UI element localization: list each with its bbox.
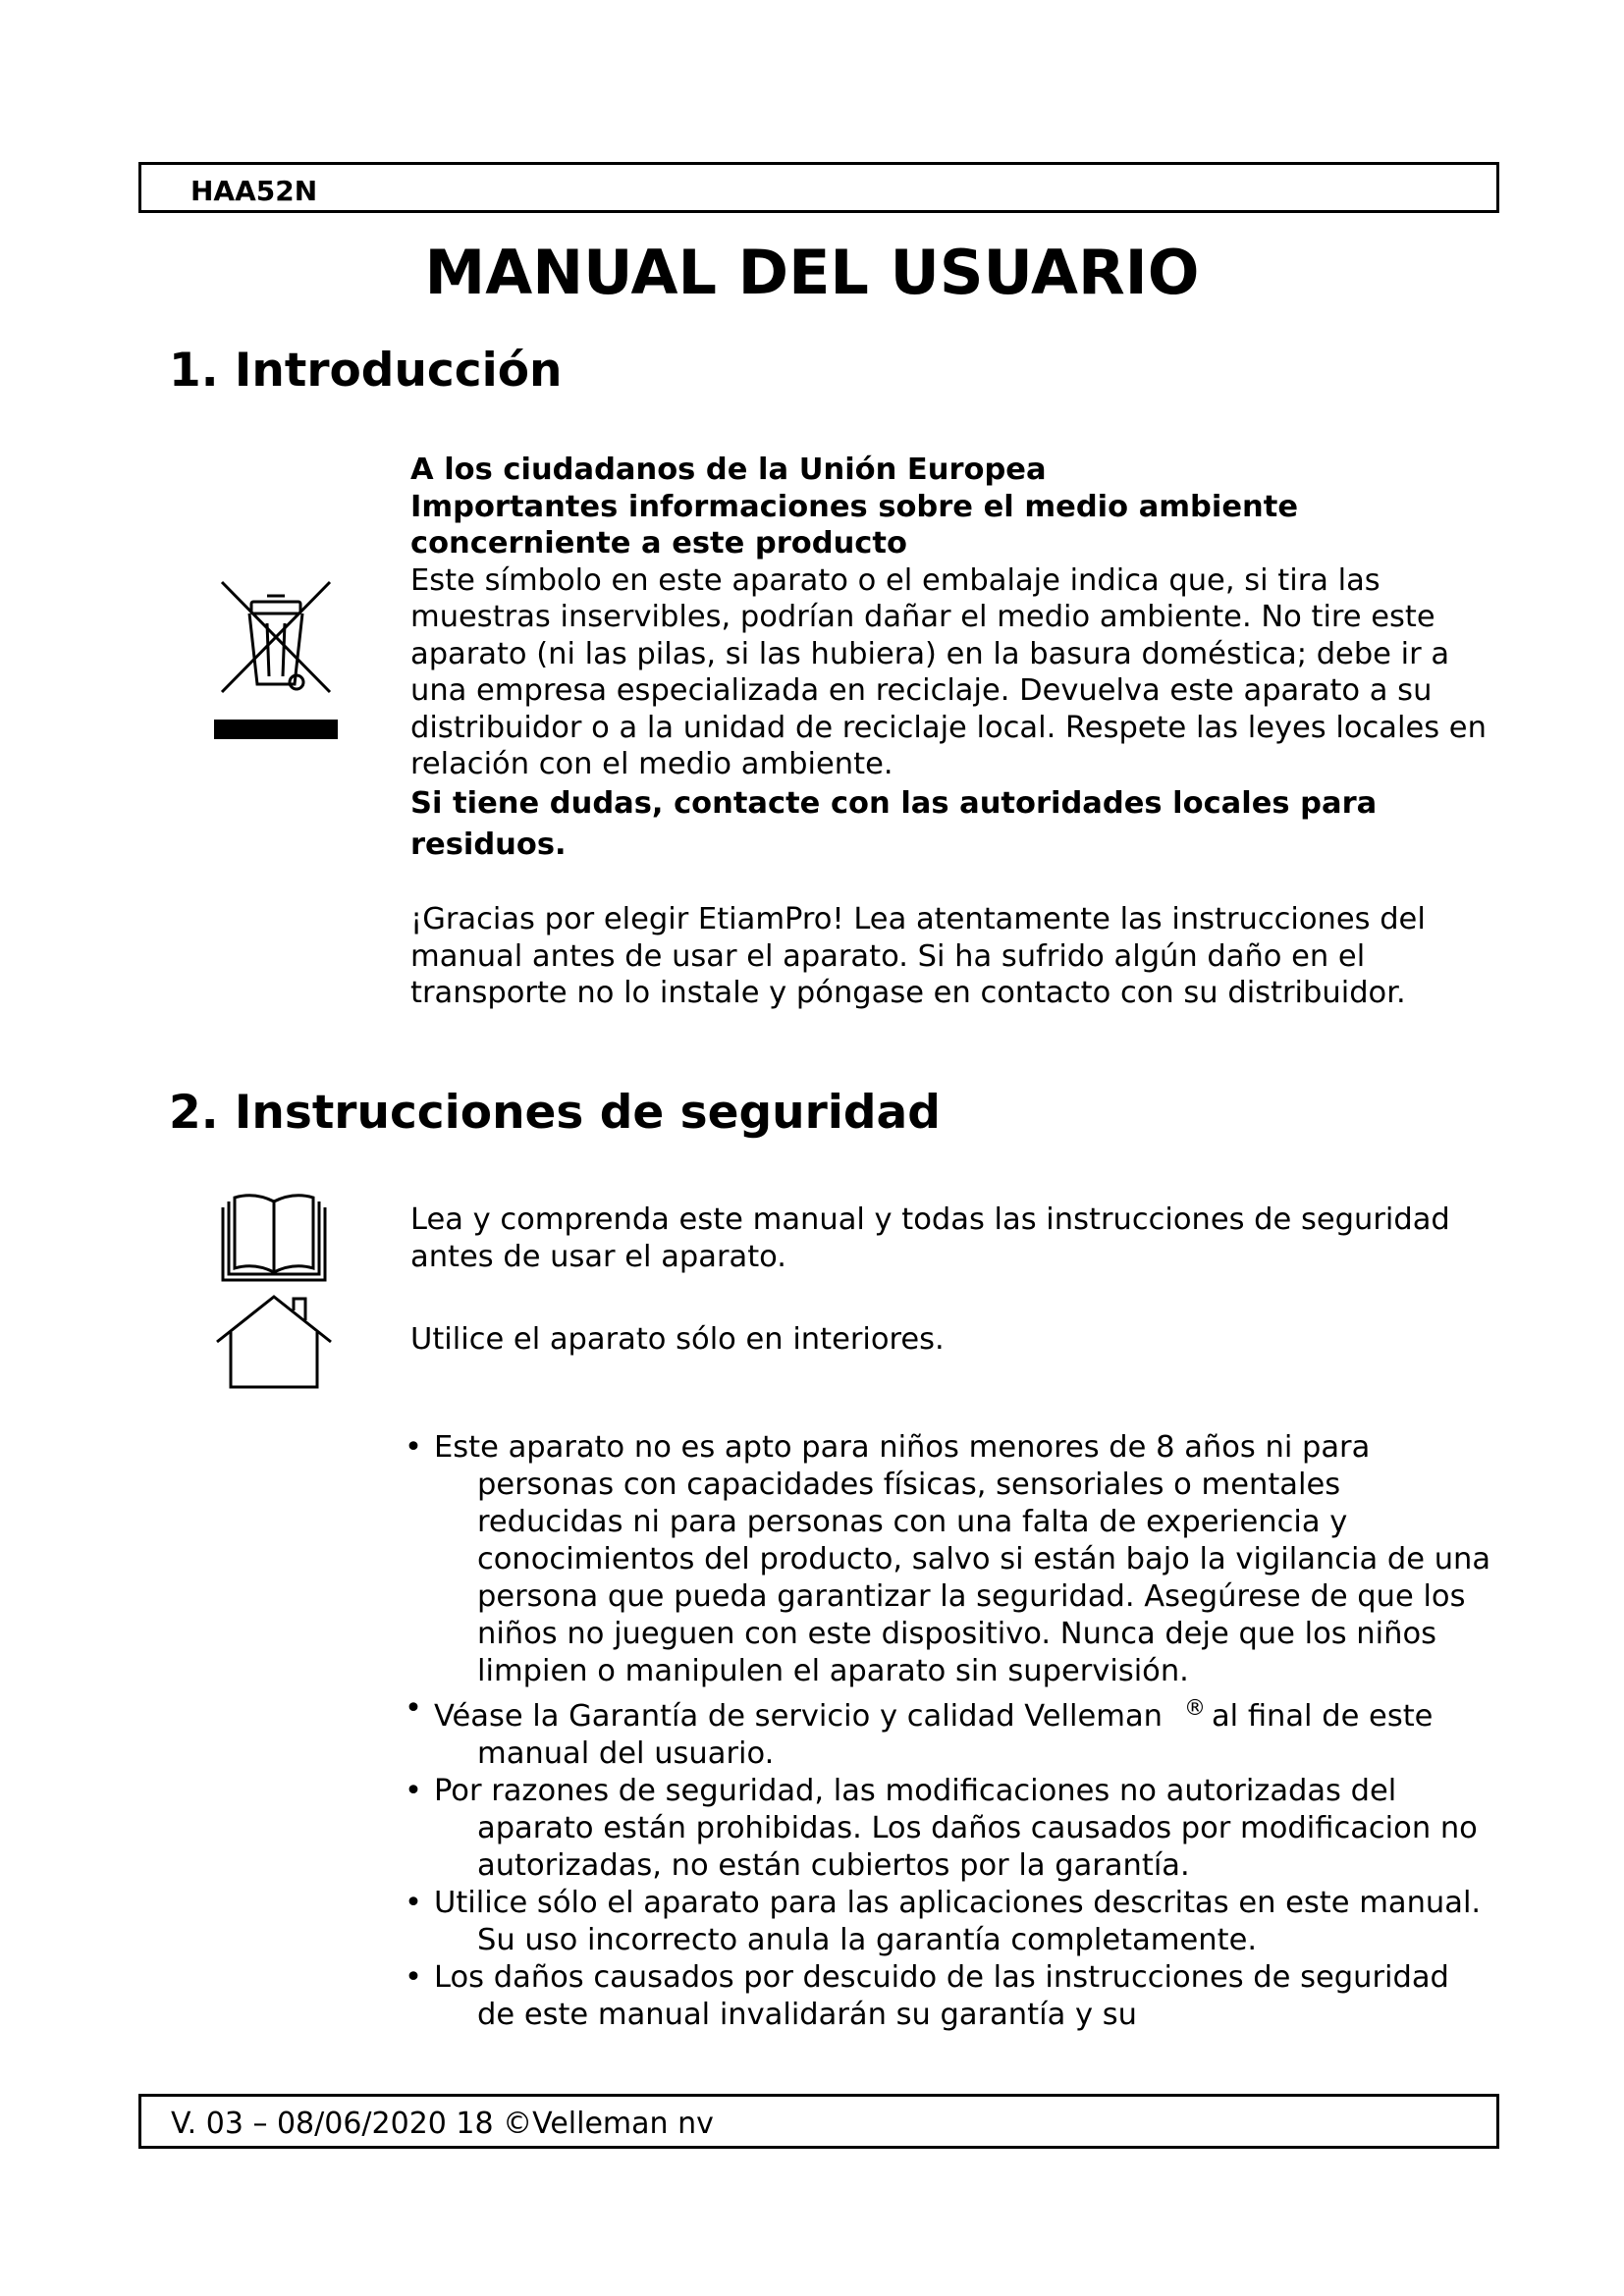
weee-title-line-3: concerniente a este producto — [410, 526, 907, 561]
list-item: • Los daños causados por descuido de las instrucciones de seguridad de este manual invalidarán su garantía y su — [405, 1959, 1494, 2034]
list-item — [405, 1690, 1494, 1773]
header-box — [138, 162, 1499, 213]
warranty-text-a: Véase la Garantía de servicio y calidad Velleman — [434, 1699, 1163, 1735]
read-manual-book-icon — [215, 1194, 333, 1284]
footer-box — [138, 2094, 1499, 2149]
warranty-text-b: al final de este manual del usuario. — [477, 1699, 1434, 1772]
weee-bold-note: Si tiene dudas, contacte con las autoridades locales para residuos. — [410, 785, 1378, 862]
list-item: • Este aparato no es apto para niños menores de 8 años ni para personas con capacidades físicas, sensoriales o mentales reducidas ni para personas con una falta de experiencia y conocimientos del producto, salvo si están bajo la vigilancia de una persona que pueda garantizar la seguridad. Asegúrese de que los niños no jueguen con este dispositivo. Nunca deje que los niños limpien o manipulen el aparato sin supervisión. — [405, 1429, 1494, 1690]
model-label: HAA52N — [190, 175, 318, 207]
registered-mark: ® — [1183, 1696, 1206, 1721]
weee-title-line-1: A los ciudadanos de la Unión Europea — [410, 453, 1047, 487]
read-manual-text: Lea y comprenda este manual y todas las instrucciones de seguridad antes de usar el aparato. — [410, 1202, 1450, 1274]
weee-notice — [410, 452, 1500, 866]
indoor-use-text: Utilice el aparato sólo en interiores. — [410, 1322, 945, 1357]
weee-title-line-2: Importantes informaciones sobre el medio ambiente — [410, 489, 1299, 524]
thanks-paragraph: ¡Gracias por elegir EtiamPro! Lea atentamente las instrucciones del manual antes de usar el aparato. Si ha sufrido algún daño en el transporte no lo instale y póngase en contacto con su distribuidor. — [410, 902, 1426, 1010]
indoor-use-house-icon — [215, 1293, 333, 1391]
section-heading-safety: 2. Instrucciones de seguridad — [169, 1086, 941, 1140]
footer-text: V. 03 – 08/06/2020 18 ©Velleman nv — [171, 2107, 714, 2141]
weee-crossed-bin-icon — [214, 574, 338, 746]
page-title: MANUAL DEL USUARIO — [424, 237, 1200, 308]
weee-body: Este símbolo en este aparato o el embalaje indica que, si tira las muestras inservibles, podrían dañar el medio ambiente. No tire este aparato (ni las pilas, si las hubiera) en la basura doméstica; debe ir a una empresa especializada en reciclaje. Devuelva este aparato a su distribuidor o a la unidad de reciclaje local. Respete las leyes locales en relación con el medio ambiente. — [410, 562, 1487, 781]
safety-bullet-list — [405, 1429, 1494, 2034]
list-item: • Utilice sólo el aparato para las aplicaciones descritas en este manual. Su uso incorrecto anula la garantía completamente. — [405, 1885, 1494, 1959]
list-item: • Por razones de seguridad, las modificaciones no autorizadas del aparato están prohibidas. Los daños causados por modificacion no autorizadas, no están cubiertos por la garantía. — [405, 1773, 1494, 1885]
section-heading-introduction: 1. Introducción — [169, 344, 563, 398]
